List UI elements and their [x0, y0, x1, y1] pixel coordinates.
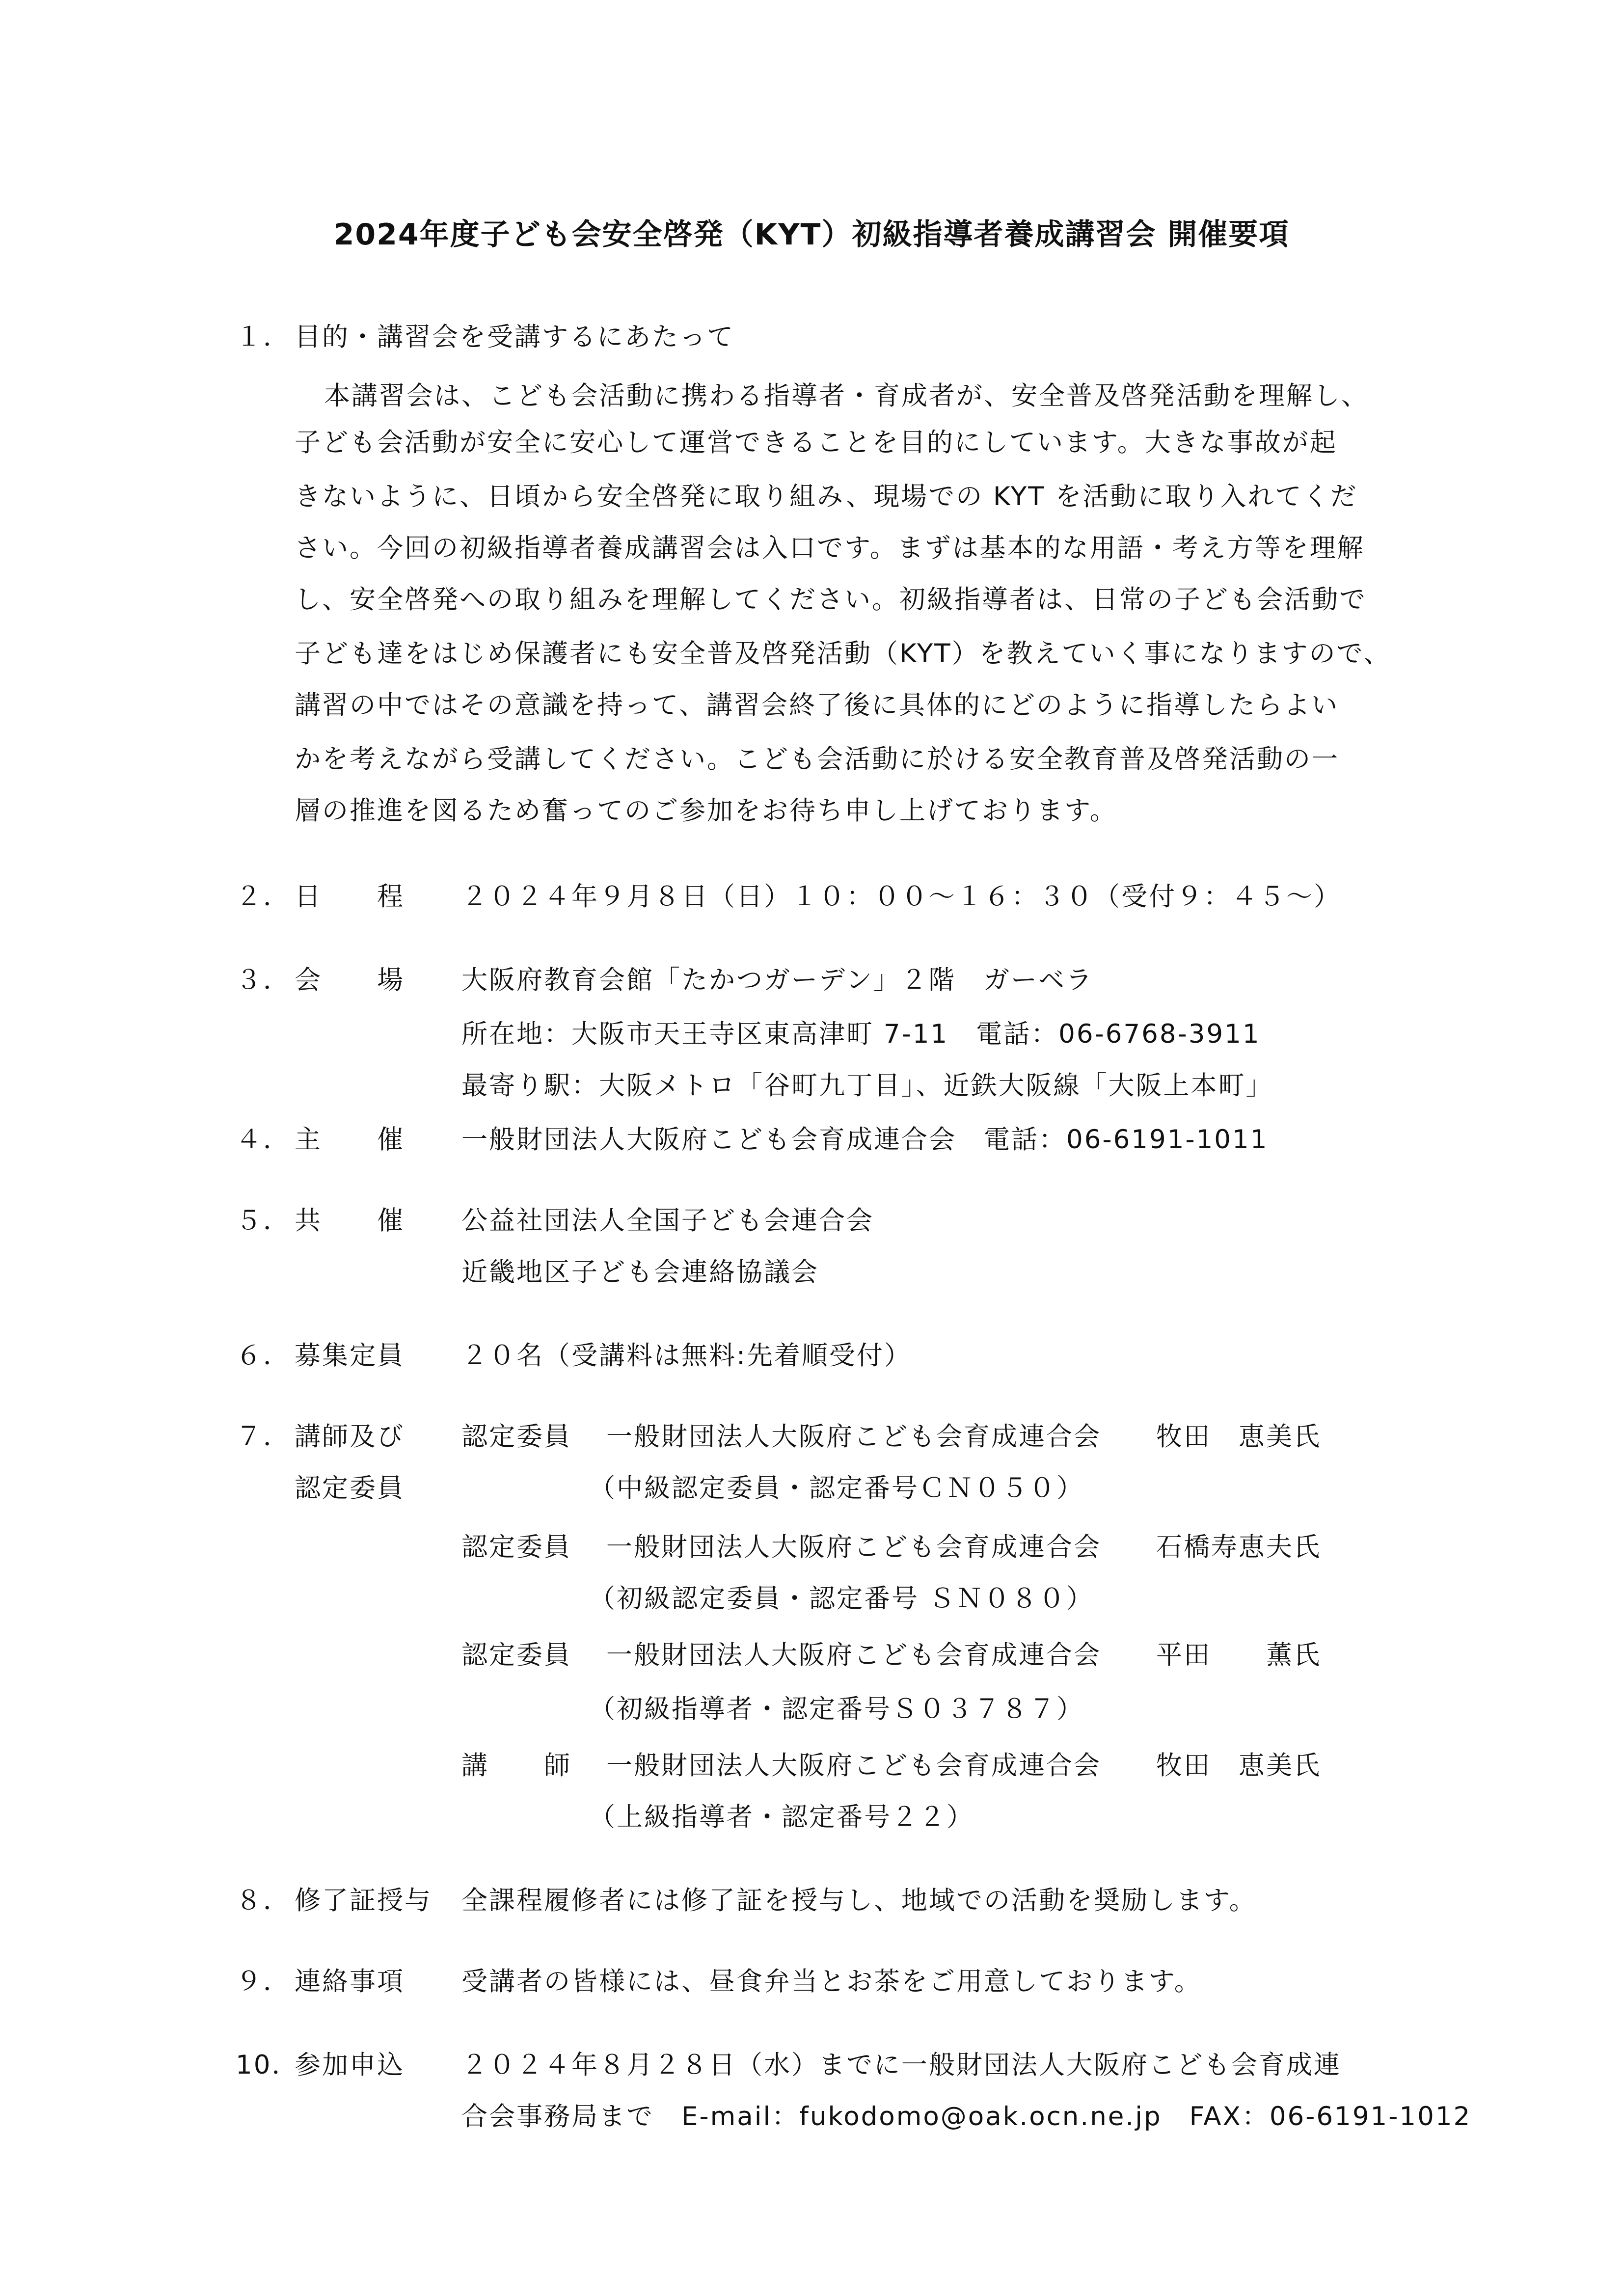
- section4-number: ４．: [236, 1125, 291, 1155]
- section5-number: ５．: [236, 1206, 291, 1236]
- section6-label: 募集定員: [295, 1341, 405, 1371]
- notice-value: 受講者の皆様には、昼食弁当とお茶をご用意しております。: [461, 1967, 1202, 1997]
- section1-line: 子ども達をはじめ保護者にも安全普及啓発活動（KYT）を教えていく事になりますので、: [295, 639, 1391, 669]
- section8-number: ８．: [236, 1886, 291, 1916]
- section9-label: 連絡事項: [295, 1967, 405, 1997]
- section5-label: 共 催: [295, 1206, 405, 1236]
- application-line: ２０２４年８月２８日（水）までに一般財団法人大阪府こども会育成連: [461, 2050, 1341, 2080]
- instructor-org: 一般財団法人大阪府こども会育成連合会: [606, 1751, 1101, 1781]
- section6-number: ６．: [236, 1341, 291, 1371]
- section10-number: 10．: [236, 2050, 299, 2080]
- section1-line: かを考えながら受講してください。こども会活動に於ける安全教育普及啓発活動の一: [295, 744, 1339, 774]
- instructor-name: 平田 薫氏: [1156, 1640, 1321, 1670]
- instructor-note: （上級指導者・認定番号２２）: [589, 1802, 974, 1832]
- section8-label: 修了証授与: [295, 1886, 432, 1916]
- instructor-role: 認定委員: [461, 1532, 571, 1562]
- instructor-name: 牧田 恵美氏: [1156, 1751, 1321, 1781]
- organizer-value: 一般財団法人大阪府こども会育成連合会 電話：06-6191-1011: [461, 1125, 1269, 1155]
- section1-line: し、安全啓発への取り組みを理解してください。初級指導者は、日常の子ども会活動で: [295, 585, 1367, 615]
- instructor-name: 牧田 恵美氏: [1156, 1422, 1321, 1452]
- instructor-org: 一般財団法人大阪府こども会育成連合会: [606, 1532, 1101, 1562]
- schedule-value: ２０２４年９月８日（日）１０：００～１６：３０（受付９：４５～）: [461, 882, 1341, 912]
- section1-line: きないように、日頃から安全啓発に取り組み、現場での KYT を活動に取り入れてくだ: [295, 482, 1358, 512]
- venue-address: 所在地：大阪市天王寺区東高津町 7-11 電話：06-6768-3911: [461, 1019, 1261, 1049]
- venue-station: 最寄り駅：大阪メトロ「谷町九丁目」、近鉄大阪線「大阪上本町」: [461, 1071, 1273, 1101]
- instructor-role: 認定委員: [461, 1640, 571, 1670]
- section7-label: 講師及び: [295, 1422, 405, 1452]
- instructor-role: 講 師: [461, 1751, 571, 1781]
- venue-line: 大阪府教育会館「たかつガーデン」２階 ガーベラ: [461, 965, 1093, 995]
- section4-label: 主 催: [295, 1125, 405, 1155]
- certificate-value: 全課程履修者には修了証を授与し、地域での活動を奨励します。: [461, 1886, 1257, 1916]
- section9-number: ９．: [236, 1967, 291, 1997]
- instructor-name: 石橋寿恵夫氏: [1156, 1532, 1321, 1562]
- section1-line: 講習の中ではその意識を持って、講習会終了後に具体的にどのように指導したらよい: [295, 690, 1339, 720]
- section1-heading: 目的・講習会を受講するにあたって: [295, 322, 734, 352]
- instructor-org: 一般財団法人大阪府こども会育成連合会: [606, 1640, 1101, 1670]
- co-organizer-line: 近畿地区子ども会連絡協議会: [461, 1257, 819, 1287]
- section1-line: 層の推進を図るため奮ってのご参加をお待ち申し上げております。: [295, 796, 1117, 826]
- instructor-note: （初級指導者・認定番号Ｓ０３７８７）: [589, 1694, 1084, 1724]
- instructor-role: 認定委員: [461, 1422, 571, 1452]
- section7-label: 認定委員: [295, 1473, 405, 1503]
- application-contact: 合会事務局まで E-mail：fukodomo@oak.ocn.ne.jp FAX：06-6191-1012: [461, 2102, 1472, 2132]
- co-organizer-line: 公益社団法人全国子ども会連合会: [461, 1206, 874, 1236]
- capacity-value: ２０名（受講料は無料:先着順受付）: [461, 1341, 912, 1371]
- section1-line: 本講習会は、こども会活動に携わる指導者・育成者が、安全普及啓発活動を理解し、: [324, 381, 1369, 411]
- section3-number: ３．: [236, 965, 291, 995]
- section2-number: ２．: [236, 882, 291, 912]
- section7-number: ７．: [236, 1422, 291, 1452]
- section1-number: １．: [236, 322, 291, 352]
- instructor-org: 一般財団法人大阪府こども会育成連合会: [606, 1422, 1101, 1452]
- section3-label: 会 場: [295, 965, 405, 995]
- section2-label: 日 程: [295, 882, 405, 912]
- section1-line: 子ども会活動が安全に安心して運営できることを目的にしています。大きな事故が起: [295, 428, 1337, 458]
- document-title: 2024年度子ども会安全啓発（KYT）初級指導者養成講習会 開催要項: [333, 217, 1290, 252]
- instructor-note: （初級認定委員・認定番号 ＳＮ０８０）: [589, 1584, 1094, 1614]
- instructor-note: （中級認定委員・認定番号ＣＮ０５０）: [589, 1473, 1084, 1503]
- section1-line: さい。今回の初級指導者養成講習会は入口です。まずは基本的な用語・考え方等を理解: [295, 533, 1365, 563]
- section10-label: 参加申込: [295, 2050, 405, 2080]
